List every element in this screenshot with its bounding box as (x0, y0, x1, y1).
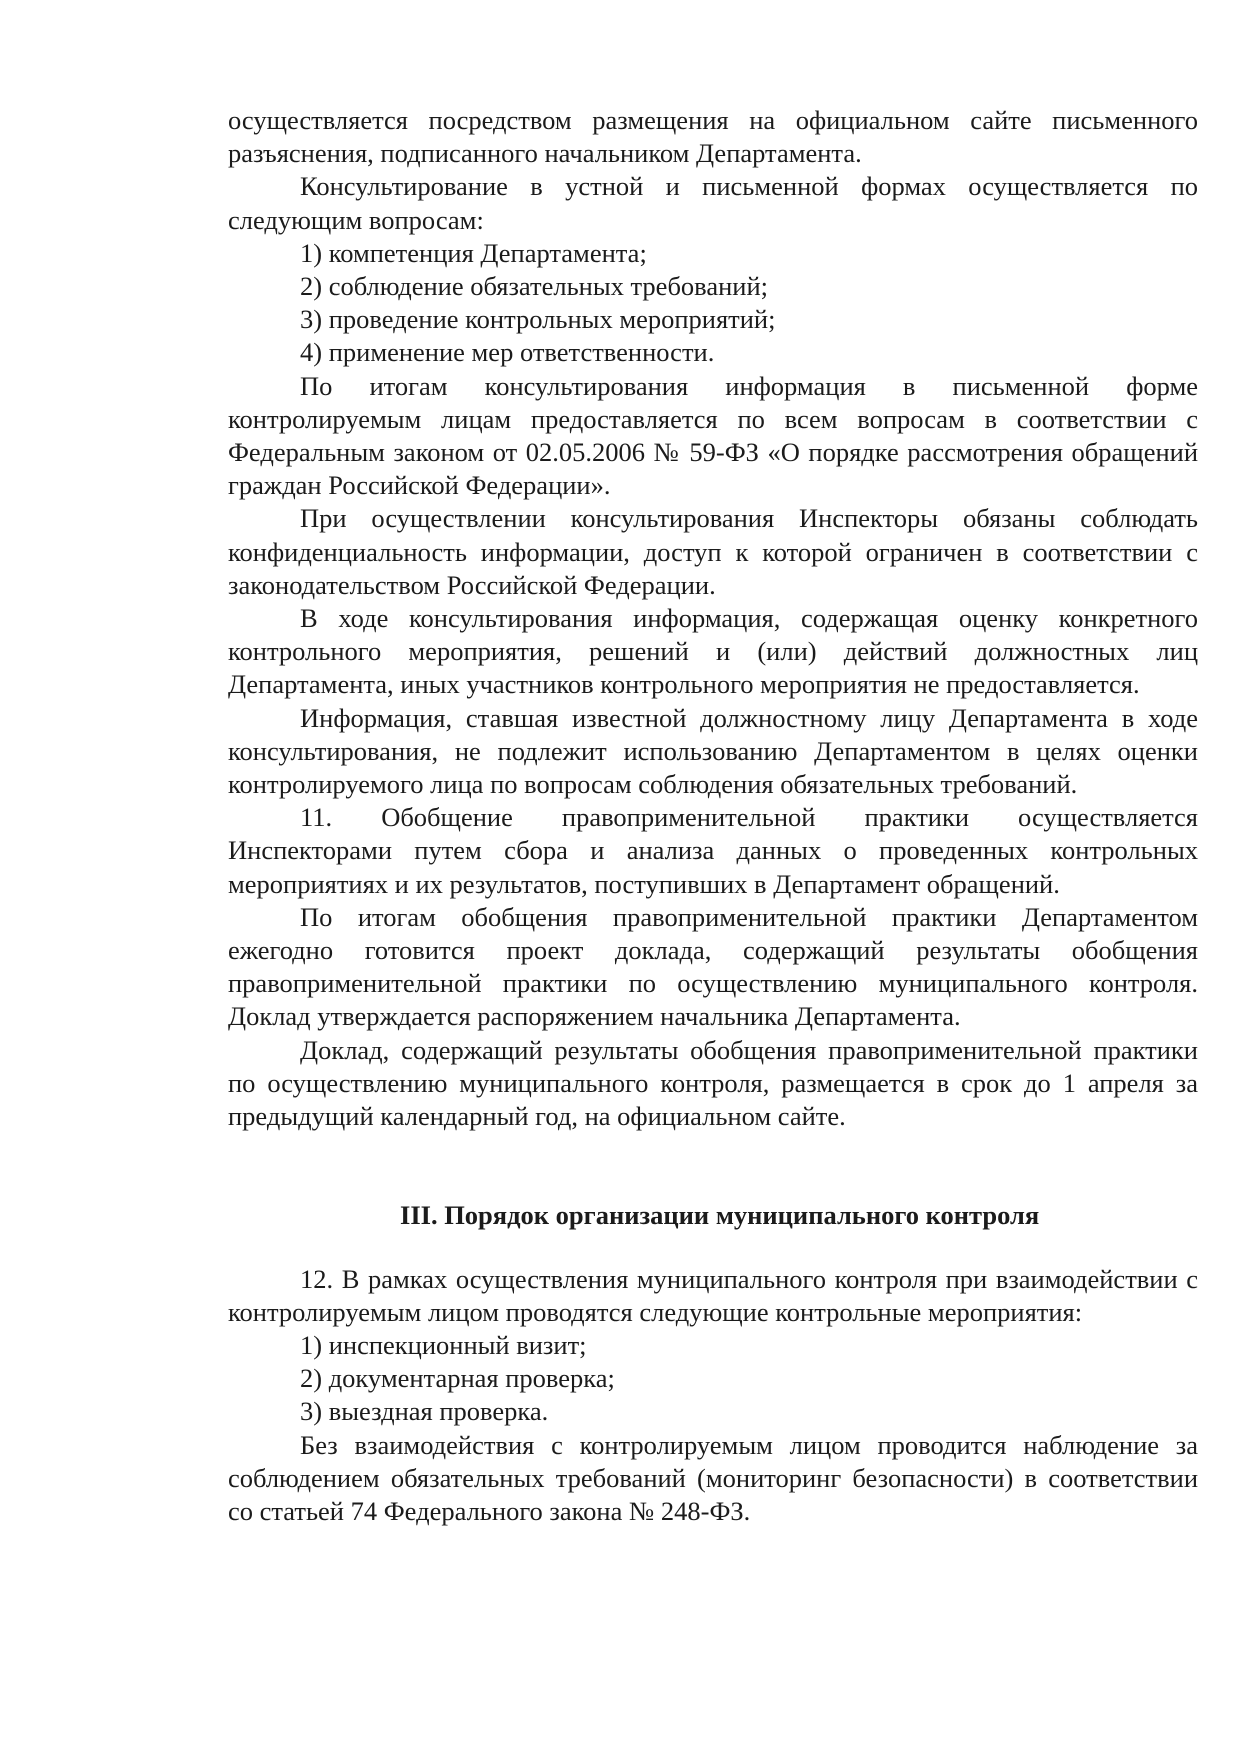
section-heading: III. Порядок организации муниципального контроля (400, 1200, 1040, 1231)
list-item-measure-1: 1) инспекционный визит; (300, 1329, 587, 1360)
paragraph-info-usage: Информация, ставшая известной должностному лицу Департамента в ходе консультирования, не подлежит использованию Департаментом в целях оценки контролируемого лица по вопросам соблюдения обязательных требований. (228, 702, 1198, 800)
paragraph-report-prep: По итогам обобщения правоприменительной практики Департаментом ежегодно готовится проект доклада, содержащий результаты обобщения правоприменительной практики по осуществлению муниципального контроля. Доклад утверждается распоряжением начальника Департамента. (228, 901, 1198, 1032)
paragraph-continuation: осуществляется посредством размещения на официальном сайте письменного разъяснения, подписанного начальником Департамента. (228, 105, 1198, 169)
list-item-consult-2: 2) соблюдение обязательных требований; (300, 271, 769, 302)
spacer (228, 1233, 1198, 1263)
paragraph-consult-intro: Консультирование в устной и письменной формах осуществляется по следующим вопросам: (228, 171, 1198, 235)
list-item-consult-3: 3) проведение контрольных мероприятий; (300, 304, 776, 335)
paragraph-monitoring: Без взаимодействия с контролируемым лицом проводится наблюдение за соблюдением обязательных требований (мониторинг безопасности) в соответствии со статьей 74 Федерального закона № 248-ФЗ. (228, 1429, 1198, 1526)
paragraph-no-assessment: В ходе консультирования информация, содержащая оценку конкретного контрольного мероприятия, решений и (или) действий должностных лиц Департамента, иных участников контрольного мероприятия не предоставляется. (228, 603, 1198, 700)
paragraph-item-12: 12. В рамках осуществления муниципального контроля при взаимодействии с контролируемым лицом проводятся следующие контрольные мероприятия: (228, 1263, 1198, 1327)
list-item-measure-3: 3) выездная проверка. (300, 1396, 549, 1427)
paragraph-item-11: 11. Обобщение правоприменительной практики осуществляется Инспекторами путем сбора и анализа данных о проведенных контрольных мероприятиях и их результатов, поступивших в Департамент обращений. (228, 802, 1198, 899)
paragraph-confidentiality: При осуществлении консультирования Инспекторы обязаны соблюдать конфиденциальность информации, доступ к которой ограничен в соответствии с законодательством Российской Федерации. (228, 503, 1198, 600)
paragraph-written-info: По итогам консультирования информация в письменной форме контролируемым лицам предоставляется по всем вопросам в соответствии с Федеральным законом от 02.05.2006 № 59-ФЗ «О порядке рассмотрения обращений граждан Российской Федерации». (228, 370, 1198, 501)
list-item-consult-1: 1) компетенция Департамента; (300, 237, 647, 268)
list-item-measure-2: 2) документарная проверка; (300, 1363, 615, 1394)
list-item-consult-4: 4) применение мер ответственности. (300, 337, 715, 368)
paragraph-report-publish: Доклад, содержащий результаты обобщения правоприменительной практики по осуществлению муниципального контроля, размещается в срок до 1 апреля за предыдущий календарный год, на официальном сайте. (228, 1034, 1198, 1132)
spacer (228, 1133, 1198, 1199)
document-page (228, 104, 1198, 1528)
